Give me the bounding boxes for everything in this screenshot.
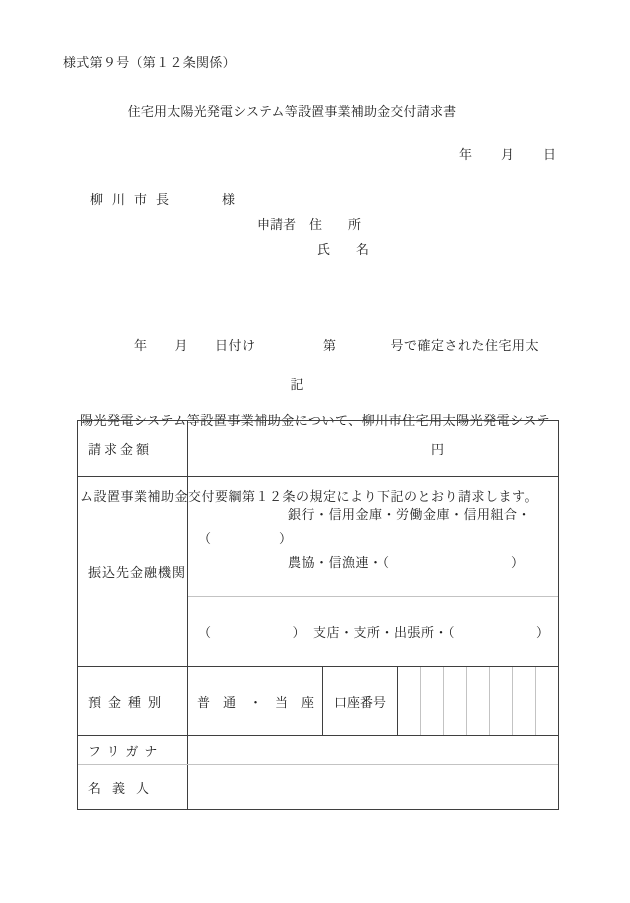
furigana-label: フリガナ: [78, 736, 188, 764]
bank-row: [78, 476, 558, 666]
furigana-row: [78, 735, 558, 764]
body-line: 陽光発電システム等設置事業補助金について、柳川市住宅用太陽光発電システ: [80, 413, 551, 429]
holder-blank-cell: [188, 765, 558, 809]
account-digit-box: [398, 667, 420, 735]
institution-options-line: 銀行・信用金庫・労働金庫・信用組合・: [288, 507, 532, 522]
furigana-blank-cell: [188, 736, 558, 764]
body-line: ム設置事業補助金交付要綱第１２条の規定により下記のとおり請求します。: [80, 489, 538, 505]
deposit-type-label: 預金種別: [78, 667, 188, 735]
amount-value-cell: [188, 421, 558, 476]
holder-row: [78, 764, 558, 809]
branch-section: （ ） 支店・支所・出張所・（ ）: [198, 625, 550, 640]
addressee-line: 柳川市長 様: [90, 192, 245, 207]
amount-unit: 円: [431, 442, 445, 457]
account-digit-box: [443, 667, 466, 735]
institution-section: [188, 477, 558, 597]
account-digit-box: [420, 667, 443, 735]
payment-request-table: [77, 420, 559, 810]
account-number-boxes: [398, 667, 558, 735]
institution-coop-line: 農協・信漁連・（ ）: [288, 555, 525, 570]
bank-label: 振込先金融機関: [78, 477, 188, 666]
bank-detail-cell: [188, 477, 558, 666]
date-line: 年 月 日: [458, 147, 557, 162]
account-digit-box: [466, 667, 489, 735]
deposit-type-options: 普通・当座: [188, 667, 323, 735]
amount-label: 請求金額: [78, 421, 188, 476]
institution-name-blank: （ ）: [198, 531, 293, 546]
page-title: 住宅用太陽光発電システム等設置事業補助金交付請求書: [127, 104, 457, 119]
holder-label: 名義人: [78, 765, 188, 809]
form-number: 様式第９号（第１２条関係）: [63, 55, 236, 70]
amount-row: [78, 421, 558, 476]
applicant-address-line: 申請者 住 所: [257, 217, 362, 232]
account-number-label: 口座番号: [323, 667, 398, 735]
account-digit-box: [512, 667, 535, 735]
account-digit-box: [489, 667, 512, 735]
body-line: 年 月 日付け 第 号で確定された住宅用太: [80, 337, 540, 353]
account-digit-box: [535, 667, 558, 735]
applicant-name-line: 氏 名: [317, 242, 370, 257]
record-heading: 記: [290, 377, 304, 392]
deposit-row: [78, 666, 558, 735]
